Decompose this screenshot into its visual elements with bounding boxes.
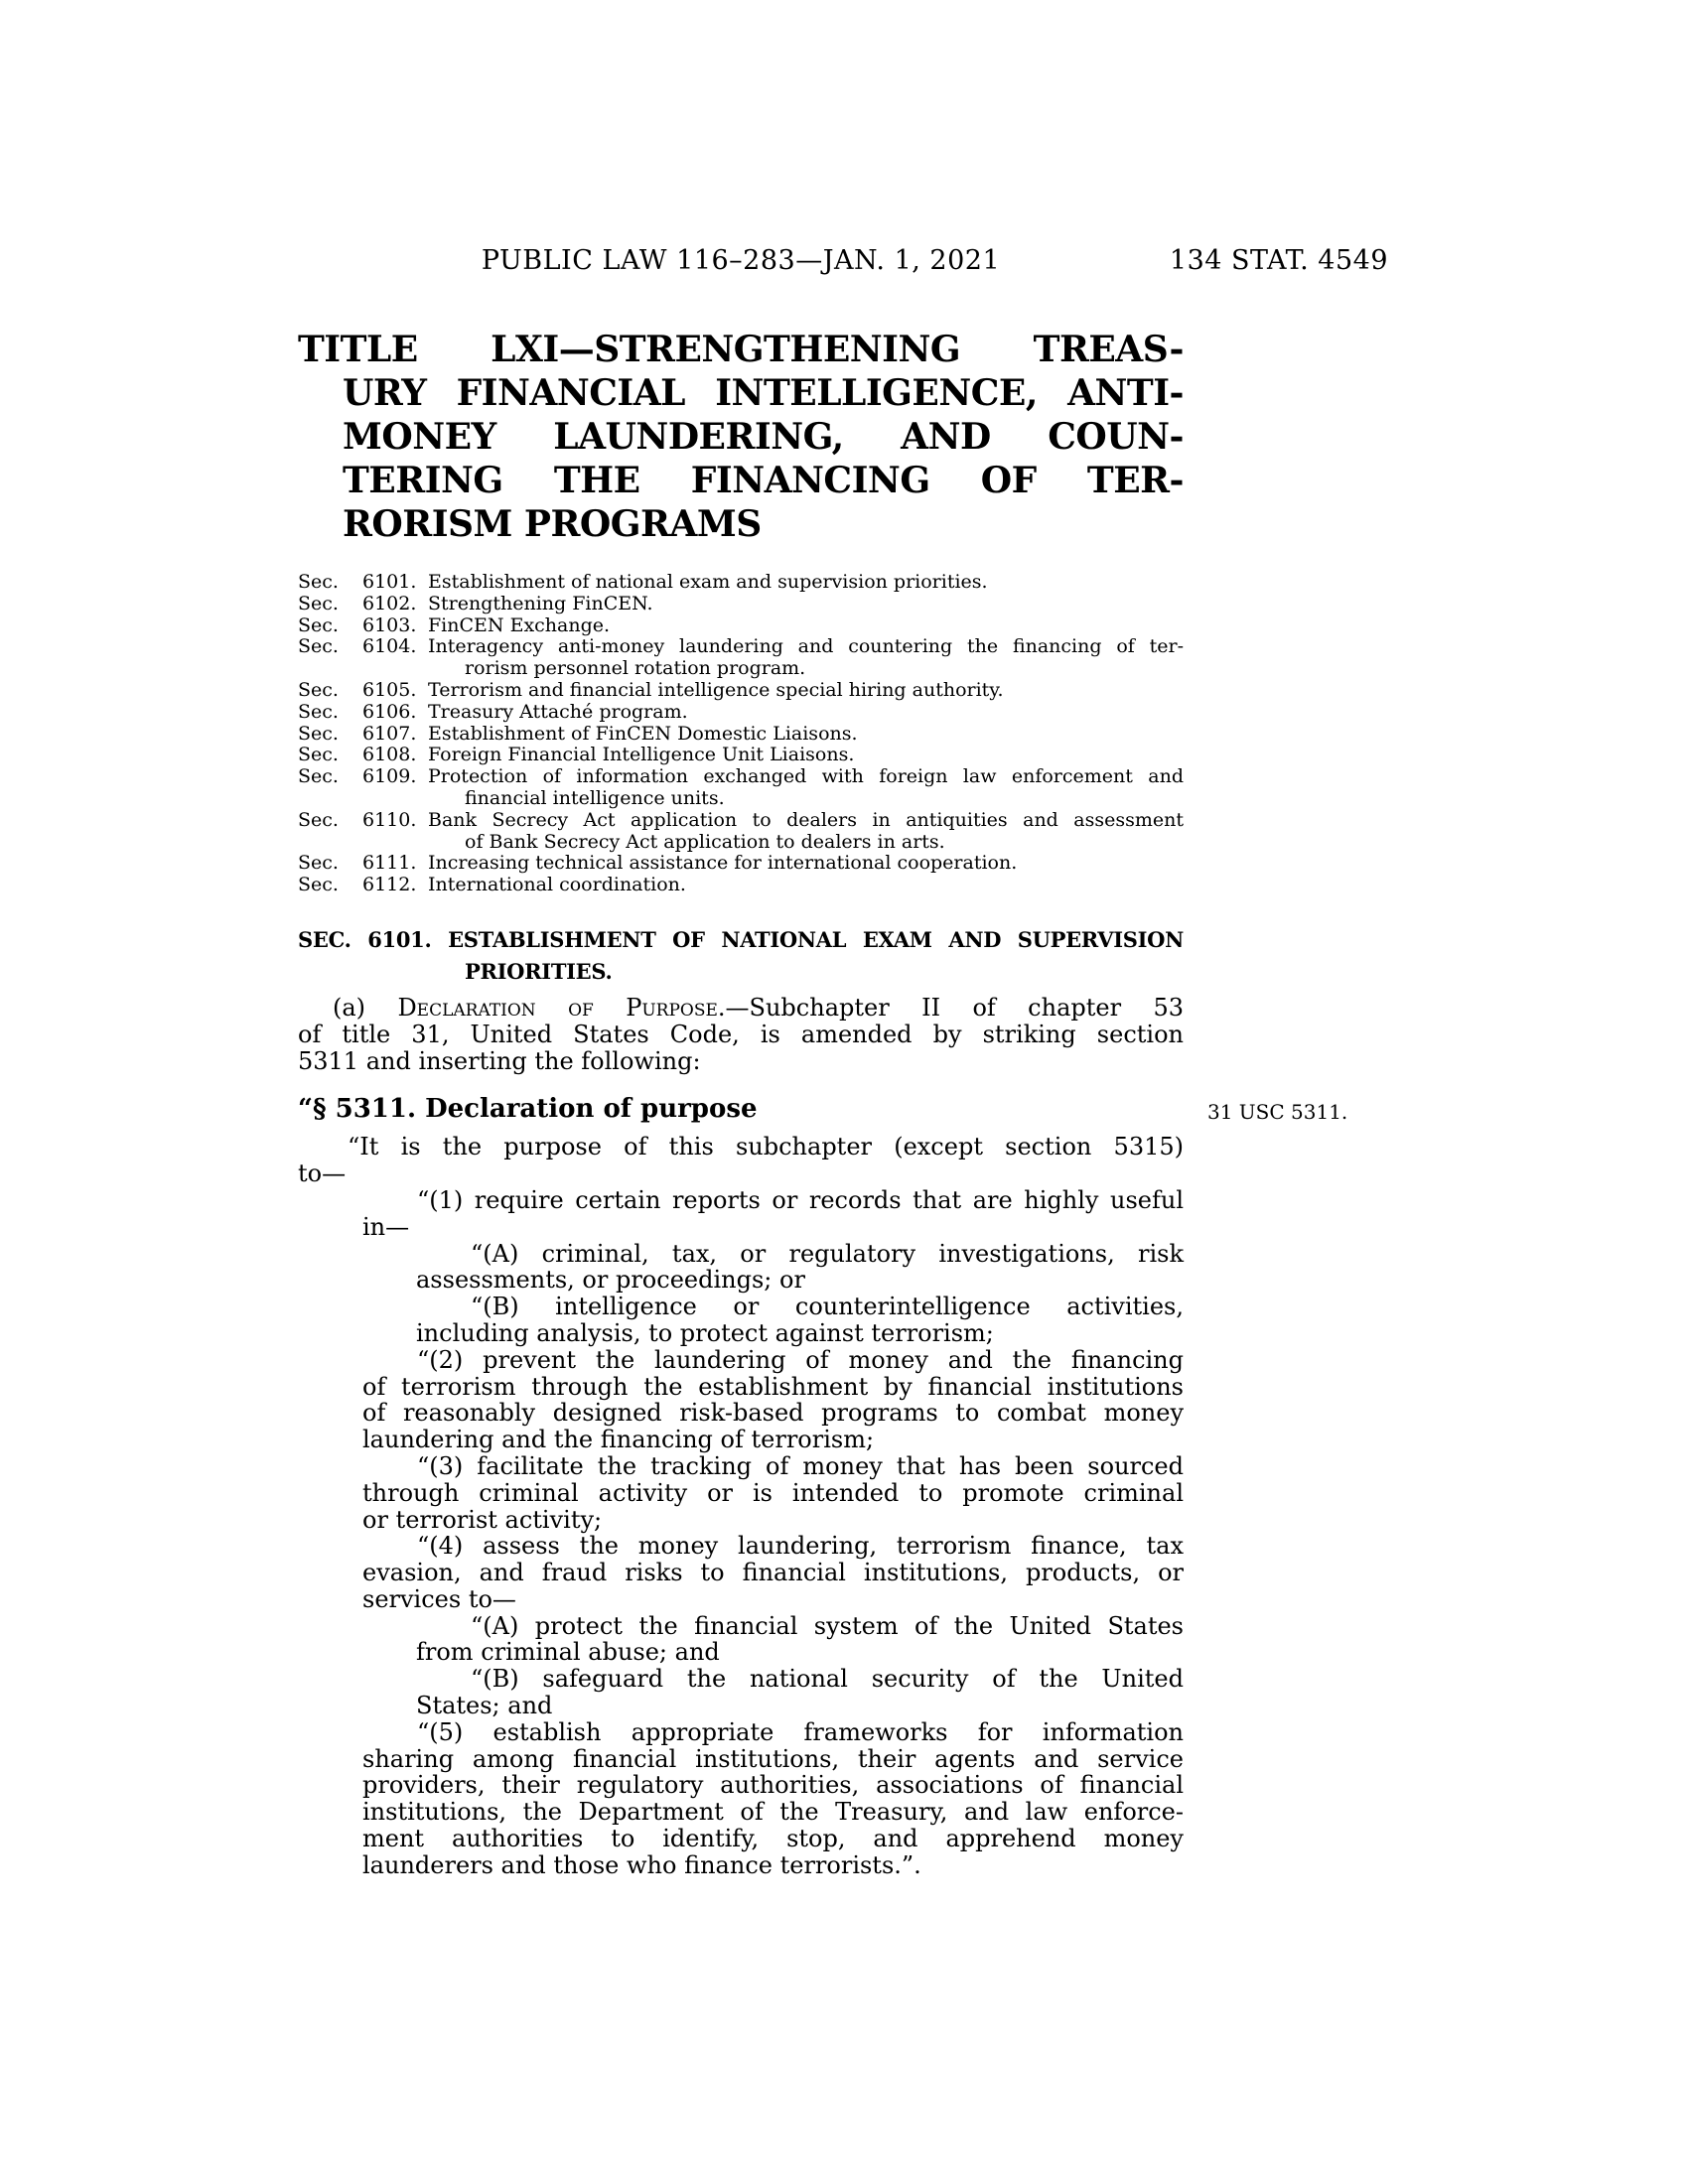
text-line: Bank Secrecy Act application to dealers in antiquities and assessment <box>428 808 1184 831</box>
toc-sec-label: Sec. <box>298 722 339 745</box>
text-line: Establishment of FinCEN Domestic Liaisons. <box>428 722 858 745</box>
toc-sec-label: Sec. <box>298 744 339 766</box>
text-line: to— <box>298 1160 347 1188</box>
toc-section-number: 6101. <box>362 571 417 593</box>
subsection-a-text: .—Subchapter II of chapter 53 <box>717 993 1184 1022</box>
text-line: services to— <box>362 1584 516 1613</box>
text-line: “(A) criminal, tax, or regulatory investigations, risk <box>471 1239 1184 1268</box>
toc-entry <box>298 702 1184 724</box>
text-line: 5311 and inserting the following: <box>298 1046 701 1075</box>
text-line: TERING THE FINANCING OF TER- <box>343 460 1184 501</box>
toc-section-number: 6110. <box>362 808 417 831</box>
text-line: Establishment of national exam and supervision priorities. <box>428 571 988 593</box>
text-line: “(3) facilitate the tracking of money that has been sourced <box>417 1451 1184 1480</box>
toc-section-number: 6112. <box>362 874 417 896</box>
subsection-label: (a) <box>333 993 398 1022</box>
law-section-heading: “§ 5311. Declaration of purpose <box>298 1094 758 1125</box>
text-line: Foreign Financial Intelligence Unit Liaisons. <box>428 744 855 766</box>
text-line: or terrorist activity; <box>362 1505 603 1534</box>
text-line: assessments, or proceedings; or <box>416 1266 805 1295</box>
toc-section-number: 6109. <box>362 765 417 788</box>
toc-sec-label: Sec. <box>298 700 339 723</box>
text-line: “(4) assess the money laundering, terrorism finance, tax <box>417 1532 1184 1561</box>
text-line: “(2) prevent the laundering of money and the financing <box>417 1345 1184 1374</box>
toc-section-title <box>428 636 1184 680</box>
text-line: including analysis, to protect against terrorism; <box>416 1318 994 1347</box>
toc-section-title <box>428 680 1184 702</box>
toc-section-number: 6106. <box>362 700 417 723</box>
subparagraph-4B <box>416 1666 1184 1719</box>
running-header-stat-citation: 134 STAT. 4549 <box>1169 245 1388 276</box>
toc-sec-label: Sec. <box>298 874 339 896</box>
toc-section-title <box>428 615 1184 637</box>
toc-entry <box>298 853 1184 875</box>
toc-section-number: 6104. <box>362 635 417 658</box>
text-line: of Bank Secrecy Act application to dealers in arts. <box>465 830 945 853</box>
toc-entry <box>298 594 1184 615</box>
toc-section-title <box>428 766 1184 810</box>
paragraph-1 <box>362 1187 1184 1241</box>
text-line: laundering and the financing of terrorism; <box>362 1426 875 1454</box>
running-header-law-citation: PUBLIC LAW 116–283—JAN. 1, 2021 <box>481 245 1001 276</box>
toc-section-number: 6111. <box>362 852 417 875</box>
text-line: International coordination. <box>428 874 686 896</box>
page-content <box>298 328 1348 1879</box>
text-line: financial intelligence units. <box>465 786 725 809</box>
text-line <box>298 995 1184 1022</box>
text-line: ment authorities to identify, stop, and apprehend money <box>362 1825 1184 1853</box>
text-line: of reasonably designed risk-based programs to combat money <box>362 1399 1184 1428</box>
title-heading <box>298 328 1184 546</box>
text-line: Interagency anti-money laundering and countering the financing of ter- <box>428 635 1184 658</box>
text-line: “(1) require certain reports or records that are highly useful <box>417 1185 1184 1214</box>
subparagraph-1B <box>416 1294 1184 1347</box>
toc-sec-label: Sec. <box>298 808 339 831</box>
toc-entry <box>298 636 1184 680</box>
text-line: “It is the purpose of this subchapter (except section 5315) <box>348 1133 1184 1161</box>
text-line: URY FINANCIAL INTELLIGENCE, ANTI- <box>343 372 1184 414</box>
paragraph-5 <box>362 1719 1184 1879</box>
paragraph-3 <box>362 1453 1184 1533</box>
toc-entry <box>298 875 1184 896</box>
text-line: SEC. 6101. ESTABLISHMENT OF NATIONAL EXAM AND SUPERVISION <box>298 926 1184 952</box>
toc-section-title <box>428 810 1184 854</box>
subsection-a-smallcaps-heading: Declaration of Purpose <box>397 993 718 1022</box>
text-line: Increasing technical assistance for international cooperation. <box>428 852 1018 875</box>
text-line: Terrorism and financial intelligence special hiring authority. <box>428 678 1004 701</box>
text-line: of terrorism through the establishment by financial institutions <box>362 1372 1184 1401</box>
toc-section-title <box>428 702 1184 724</box>
toc-section-title <box>428 745 1184 766</box>
text-line: “(5) establish appropriate frameworks for information <box>417 1717 1184 1746</box>
text-line: FinCEN Exchange. <box>428 614 611 636</box>
toc-entry <box>298 766 1184 810</box>
toc-entry <box>298 615 1184 637</box>
text-line: “(A) protect the financial system of the United States <box>471 1611 1184 1640</box>
text-line: in— <box>362 1212 410 1241</box>
toc-sec-label: Sec. <box>298 614 339 636</box>
toc-section-number: 6103. <box>362 614 417 636</box>
text-line: Strengthening FinCEN. <box>428 592 653 614</box>
toc-section-number: 6107. <box>362 722 417 745</box>
toc-section-title <box>428 594 1184 615</box>
text-line: sharing among financial institutions, their agents and service <box>362 1744 1184 1773</box>
toc-sec-label: Sec. <box>298 852 339 875</box>
text-line: providers, their regulatory authorities, associations of financial <box>362 1771 1184 1800</box>
toc-entry <box>298 724 1184 746</box>
text-line: rorism personnel rotation program. <box>465 657 806 680</box>
purpose-intro-paragraph <box>298 1134 1184 1187</box>
paragraph-2 <box>362 1347 1184 1453</box>
text-line: from criminal abuse; and <box>416 1638 720 1667</box>
toc-sec-label: Sec. <box>298 571 339 593</box>
text-line: “(B) safeguard the national security of the United <box>471 1665 1184 1694</box>
toc-sec-label: Sec. <box>298 592 339 614</box>
toc-sec-label: Sec. <box>298 635 339 658</box>
section-6101-heading <box>298 924 1184 988</box>
toc-section-number: 6102. <box>362 592 417 614</box>
toc-section-title <box>428 853 1184 875</box>
paragraph-4 <box>362 1533 1184 1612</box>
subparagraph-4A <box>416 1613 1184 1667</box>
toc-entry <box>298 680 1184 702</box>
toc-sec-label: Sec. <box>298 678 339 701</box>
toc-section-title <box>428 875 1184 896</box>
quoted-section-heading-row <box>298 1093 1348 1125</box>
toc-section-number: 6108. <box>362 744 417 766</box>
text-line: TITLE LXI—STRENGTHENING TREAS- <box>298 329 1184 370</box>
table-of-sections <box>298 572 1184 896</box>
subparagraph-1A <box>416 1241 1184 1295</box>
text-line: institutions, the Department of the Treasury, and law enforce- <box>362 1798 1184 1827</box>
toc-section-title <box>428 572 1184 594</box>
subsection-a-paragraph <box>298 995 1184 1074</box>
toc-sec-label: Sec. <box>298 765 339 788</box>
text-line: launderers and those who finance terrorists.”. <box>362 1850 921 1879</box>
usc-margin-note: 31 USC 5311. <box>1207 1100 1348 1125</box>
toc-section-title <box>428 724 1184 746</box>
text-line: States; and <box>416 1692 553 1720</box>
text-line: PRIORITIES. <box>465 958 613 984</box>
toc-entry <box>298 572 1184 594</box>
text-line: Protection of information exchanged with foreign law enforcement and <box>428 765 1184 788</box>
text-line: “(B) intelligence or counterintelligence activities, <box>471 1293 1184 1321</box>
text-line: MONEY LAUNDERING, AND COUN- <box>343 416 1184 458</box>
toc-section-number: 6105. <box>362 678 417 701</box>
text-line: of title 31, United States Code, is amended by striking section <box>298 1020 1184 1048</box>
text-line: RORISM PROGRAMS <box>343 503 762 545</box>
text-line: evasion, and fraud risks to financial institutions, products, or <box>362 1559 1184 1587</box>
toc-entry <box>298 745 1184 766</box>
toc-entry <box>298 810 1184 854</box>
text-line: Treasury Attaché program. <box>428 700 688 723</box>
text-line: through criminal activity or is intended to promote criminal <box>362 1478 1184 1507</box>
